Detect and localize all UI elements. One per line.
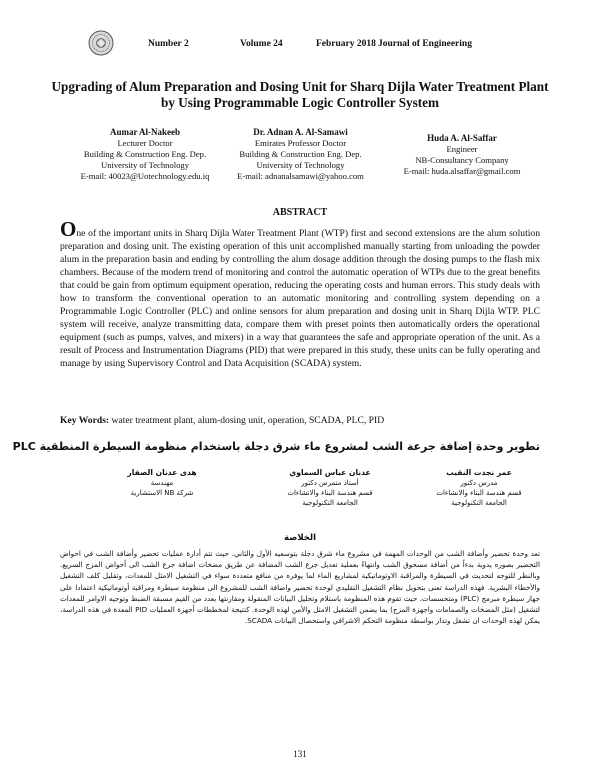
- arabic-author-organization: شركة NB الاستشارية: [130, 489, 194, 497]
- university-seal-icon: [88, 30, 114, 56]
- issue-number: Number 2: [148, 39, 189, 49]
- arabic-author-block: [414, 468, 544, 508]
- author-name: Huda A. Al-Saffar: [427, 133, 497, 143]
- arabic-abstract-heading: الخلاصة: [283, 533, 317, 543]
- abstract-body: [60, 217, 540, 370]
- arabic-author-name: عمر نجدت النقيب: [446, 468, 512, 477]
- abstract-dropcap: O: [60, 217, 77, 241]
- paper-title: Upgrading of Alum Preparation and Dosing Unit for Sharq Dijla Water Treatment Plant by Using Programmable Logic Controller System: [51, 79, 549, 110]
- arabic-title: تطوير وحدة إضافة جرعة الشب لمشروع ماء شرق دجلة باستخدام منظومة السيطرة المنطقية PLC: [12, 440, 540, 453]
- keywords-label: Key Words:: [60, 415, 110, 426]
- author-email: E-mail: huda.alsaffar@gmail.com: [403, 166, 521, 176]
- arabic-author-block: [260, 468, 400, 508]
- arabic-abstract-body: تعد وحدة تحضير وأضافة الشب من الوحدات المهمة في مشروع ماء شرق دجلة بتوسعيه الأول والثاني. حيث تتم أدارة عمليات تحضير وأضافة الشب في احواض التحضير بصوره يدوية بدءاً من أضافة مسحوق الشب وانتهاءً بعملية تعديل جرع الشب المضافة عن طريق مضخات اضافة جرع الشب الى أحواض المزج السريع. وبالنظر للتوجه لتحديث في السيطرة والمراقبة الاوتوماتيكية لمشاريع الماء لما يوفره من منافع متعددة سواء في التشغيل الامثل للمعدات، وتقليل كلف التشغيل والأخطاء البشرية. فهذه الدراسة تعنى بتحويل نظام التشغيل التقليدي لوحدة تحضير واضافة الشب للمشروع الى منظومة سيطرة ومراقبة أوتوماتيكية اعتمادا على جهاز سيطرة مبرمج (PLC) ومتحسسات. حيث تقوم هذه المنظومة باستلام وتحليل البيانات المنقولة ومقارنتها بعدد من القيم مسبقة الضبط وتوجيه الاوامر للمعدات لتشغيل (مثل المضخات والصمامات واجهزة المزج) بما يضمن التشغيل الامثل والأمن لهذه الوحدة. كنتيجة لمخططات أجهزة العمليات PID المعدة في هذه الدراسة، يمكن لهذه الوحدات ان تشغل وتدار بواسطة منظومة التحكم الاشرافي واستحصال البيانات SCADA.: [60, 549, 540, 626]
- author-name: Aumar Al-Nakeeb: [109, 127, 181, 137]
- author-department: Building & Construction Eng. Dep.: [83, 149, 207, 159]
- author-email: E-mail: adnanalsamawi@yahoo.com: [237, 171, 364, 181]
- author-name: Dr. Adnan A. Al-Samawi: [253, 127, 348, 137]
- author-block: [56, 127, 234, 182]
- keywords: [60, 414, 540, 427]
- volume-number: Volume 24: [240, 39, 283, 49]
- author-role: Lecturer Doctor: [117, 138, 173, 148]
- arabic-author-role: أستاذ متمرس دكتور: [301, 479, 359, 487]
- author-organization: NB-Consultancy Company: [415, 155, 509, 165]
- author-role: Engineer: [446, 144, 478, 154]
- issue-date: February 2018: [316, 39, 376, 49]
- arabic-author-department: قسم هندسة البناء والانشاءات: [287, 489, 373, 497]
- abstract-text: ne of the important units in Sharq Dijla Water Treatment Plant (WTP) first and second extensions are the alum solution preparation and dosing unit. The existing operation of this unit accomplished manually starting from unloading the powder alum in the preparation basin and ending by controlling the alum dosage addition through the dosing pumps to the flash mix chambers. Because of the modern trend of monitoring and control the automatic operation of WTPs due to the great benefits that could be gain from optimum equipment operation, reducing the operating costs and human errors. This study deals with how to transform the conventional operation to an automatic monitoring and controlling system depending on a Programmable Logic Controller (PLC) and online sensors for alum preparation and dosing unit in Sharq Dijla WTP. PLC system will receive, analyze transmitting data, compare them with preset points then automatically orders the operational equipment (such as pumps, valves, and mixers) in a way that guarantees the safe and appropriate operation of the unit. As a result of Process and Instrumentation Diagrams (PID) that were prepared in this study, these units can be fully operating and manage by using Supervisory Control and Data Acquisition (SCADA) system.: [60, 228, 540, 369]
- author-department: Building & Construction Eng. Dep.: [239, 149, 362, 159]
- arabic-author-department: قسم هندسة البناء والانشاءات: [436, 489, 522, 497]
- author-block: [218, 127, 383, 182]
- keywords-text: water treatment plant, alum-dosing unit, operation, SCADA, PLC, PID: [109, 415, 385, 426]
- arabic-author-role: مدرس دكتور: [460, 479, 498, 487]
- journal-name: Journal of Engineering: [378, 39, 472, 49]
- arabic-author-block: [92, 468, 232, 498]
- arabic-author-organization: الجامعة التكنولوجية: [451, 499, 507, 507]
- author-block: [378, 133, 546, 177]
- arabic-author-role: مهندسة: [150, 479, 174, 487]
- arabic-author-name: عدنان عباس السماوي: [289, 468, 371, 477]
- arabic-author-organization: الجامعة التكنولوجية: [302, 499, 358, 507]
- journal-header: [88, 30, 518, 60]
- author-role: Emirates Professor Doctor: [254, 138, 347, 148]
- page-number: 131: [293, 749, 307, 759]
- author-organization: University of Technology: [256, 160, 345, 170]
- arabic-author-name: هدى عدنان الصفار: [127, 468, 197, 477]
- author-organization: University of Technology: [100, 160, 190, 170]
- author-email: E-mail: 40023@Uotechnology.edu.iq: [80, 171, 210, 181]
- abstract-heading: ABSTRACT: [272, 207, 328, 218]
